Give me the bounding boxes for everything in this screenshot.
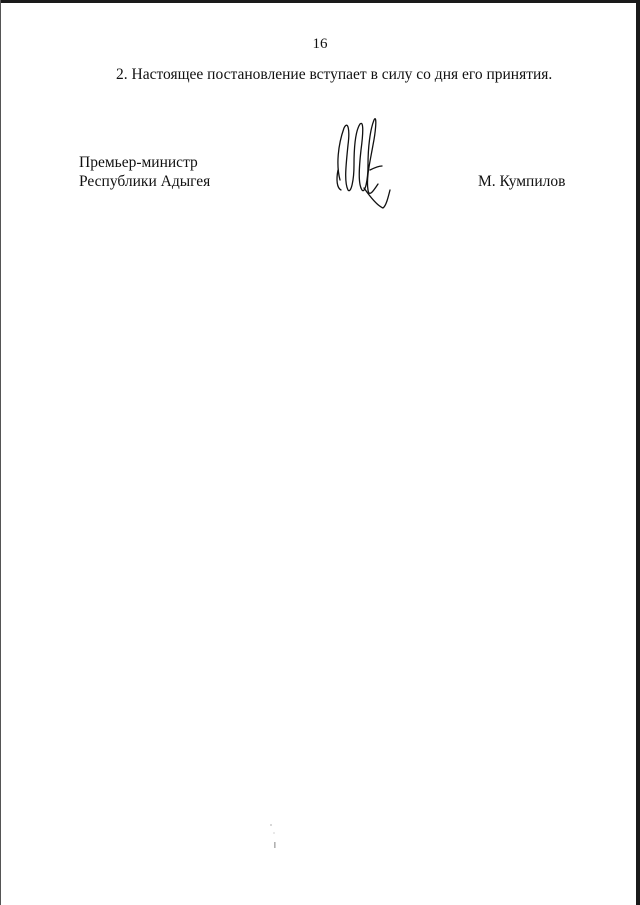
scan-border-left (0, 0, 1, 905)
handwritten-signature (326, 110, 396, 220)
signer-name: М. Кумпилов (478, 173, 566, 190)
scan-speck (268, 822, 280, 852)
paragraph-effective-date: 2. Настоящее постановление вступает в силу со дня его принятия. (116, 66, 553, 83)
signer-position-line2: Республики Адыгея (79, 173, 211, 190)
scan-border-top (0, 0, 640, 3)
page-number: 16 (312, 36, 328, 52)
scan-border-right (636, 0, 640, 905)
signer-position-line1: Премьер-министр (79, 154, 198, 171)
signer-position (79, 153, 210, 191)
